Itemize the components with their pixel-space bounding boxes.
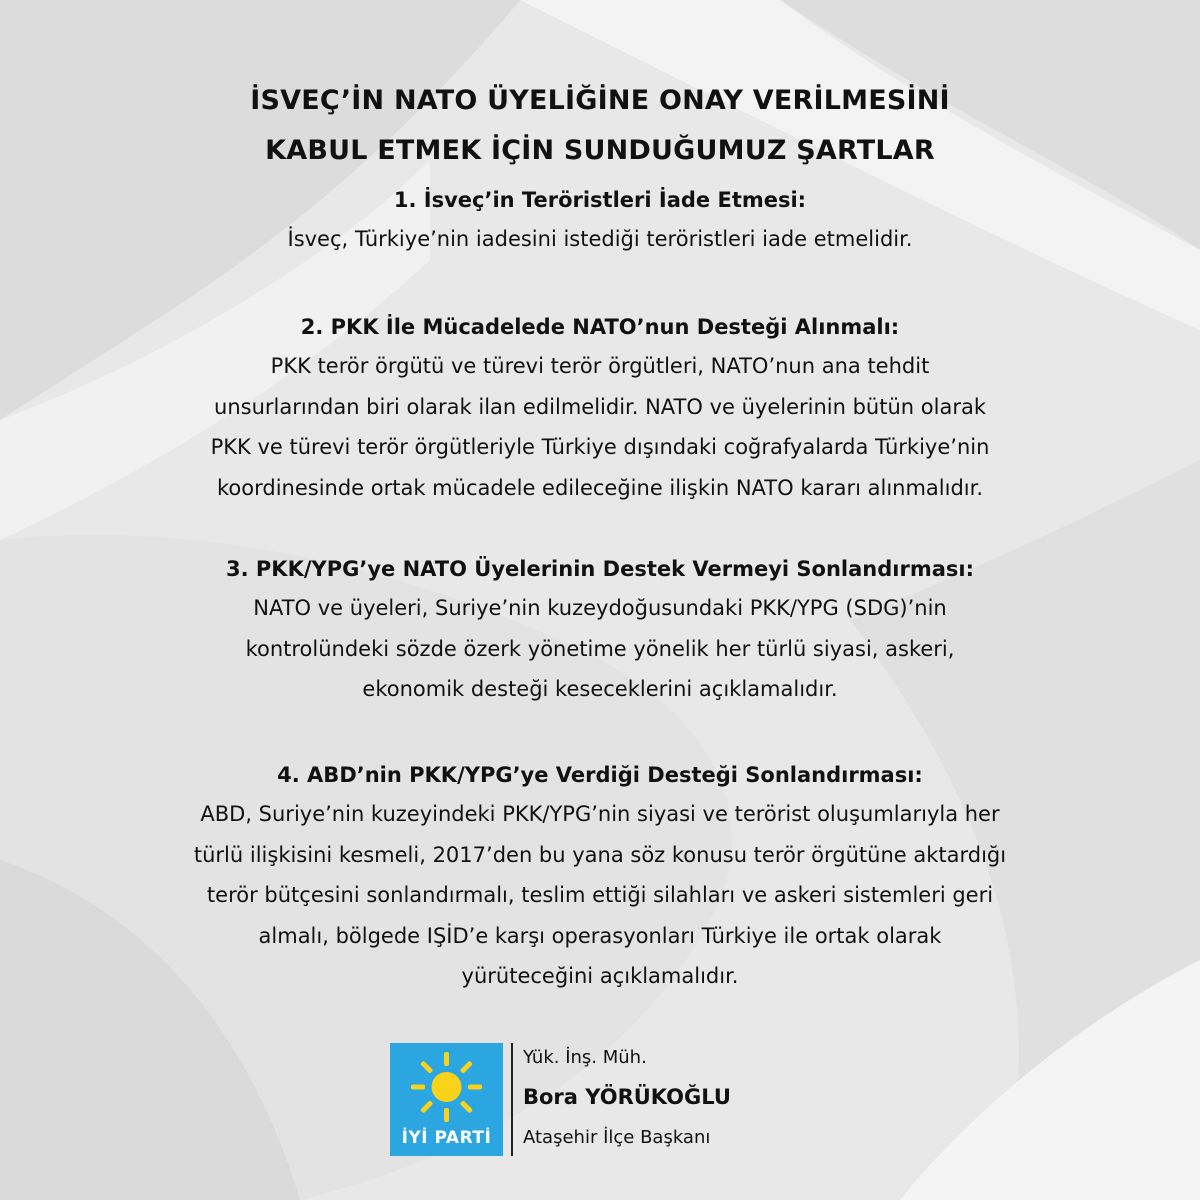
condition-text-line: yürüteceğini açıklamalıdır. [461,964,739,988]
condition-text-line: almalı, bölgede IŞİD’e karşı operasyonları Türkiye ile ortak olarak [258,923,942,948]
condition-text-line: ABD, Suriye’nin kuzeyindeki PKK/YPG’nin siyasi ve terörist oluşumlarıyla her [200,802,1000,826]
condition-section-4 [100,756,1100,997]
signature-divider [511,1043,513,1156]
condition-heading: 4. ABD’nin PKK/YPG’ye Verdiği Desteği Sonlandırması: [277,763,923,787]
condition-heading: 2. PKK İle Mücadelede NATO’nun Desteği Alınmalı: [300,315,900,339]
condition-text-line: kontrolündeki sözde özerk yönetime yönelik her türlü siyasi, askeri, [245,636,955,661]
condition-section-3 [100,550,1100,710]
page-title [0,76,1200,176]
party-logo [390,1043,503,1156]
condition-section-2 [100,308,1100,508]
signer-title: Yük. İnş. Müh. [523,1047,647,1068]
condition-text-line: unsurlarından biri olarak ilan edilmelidir. NATO ve üyelerinin bütün olarak [214,394,986,419]
signer-role: Ataşehir İlçe Başkanı [523,1127,711,1148]
condition-text-line: ekonomik desteği keseceklerini açıklamalıdır. [362,677,838,701]
condition-text-line: PKK ve türevi terör örgütleriyle Türkiye dışındaki coğrafyalarda Türkiye’nin [210,435,990,459]
condition-text-line: NATO ve üyeleri, Suriye’nin kuzeydoğusundaki PKK/YPG (SDG)’nin [253,596,947,620]
signer-name: Bora YÖRÜKOĞLU [523,1085,731,1109]
condition-text-line: PKK terör örgütü ve türevi terör örgütleri, NATO’nun ana tehdit [270,354,930,378]
title-line-1: İSVEÇ’İN NATO ÜYELİĞİNE ONAY VERİLMESİNİ [250,85,950,116]
condition-heading: 1. İsveç’in Teröristleri İade Etmesi: [393,188,807,212]
condition-text-line: türlü ilişkisini kesmeli, 2017’den bu yana söz konusu terör örgütüne aktardığı [193,842,1007,867]
condition-text-line: terör bütçesini sonlandırmalı, teslim ettiği silahları ve askeri sistemleri geri [206,883,994,907]
condition-heading: 3. PKK/YPG’ye NATO Üyelerinin Destek Vermeyi Sonlandırması: [226,557,974,581]
title-line-2: KABUL ETMEK İÇİN SUNDUĞUMUZ ŞARTLAR [265,135,935,166]
logo-text: İYİ PARTİ [401,1128,492,1148]
condition-section-1 [100,181,1100,260]
condition-text-line: koordinesinde ortak mücadele edileceğine ilişkin NATO kararı alınmalıdır. [216,475,984,500]
condition-text-line: İsveç, Türkiye’nin iadesini istediği teröristleri iade etmelidir. [287,227,913,251]
